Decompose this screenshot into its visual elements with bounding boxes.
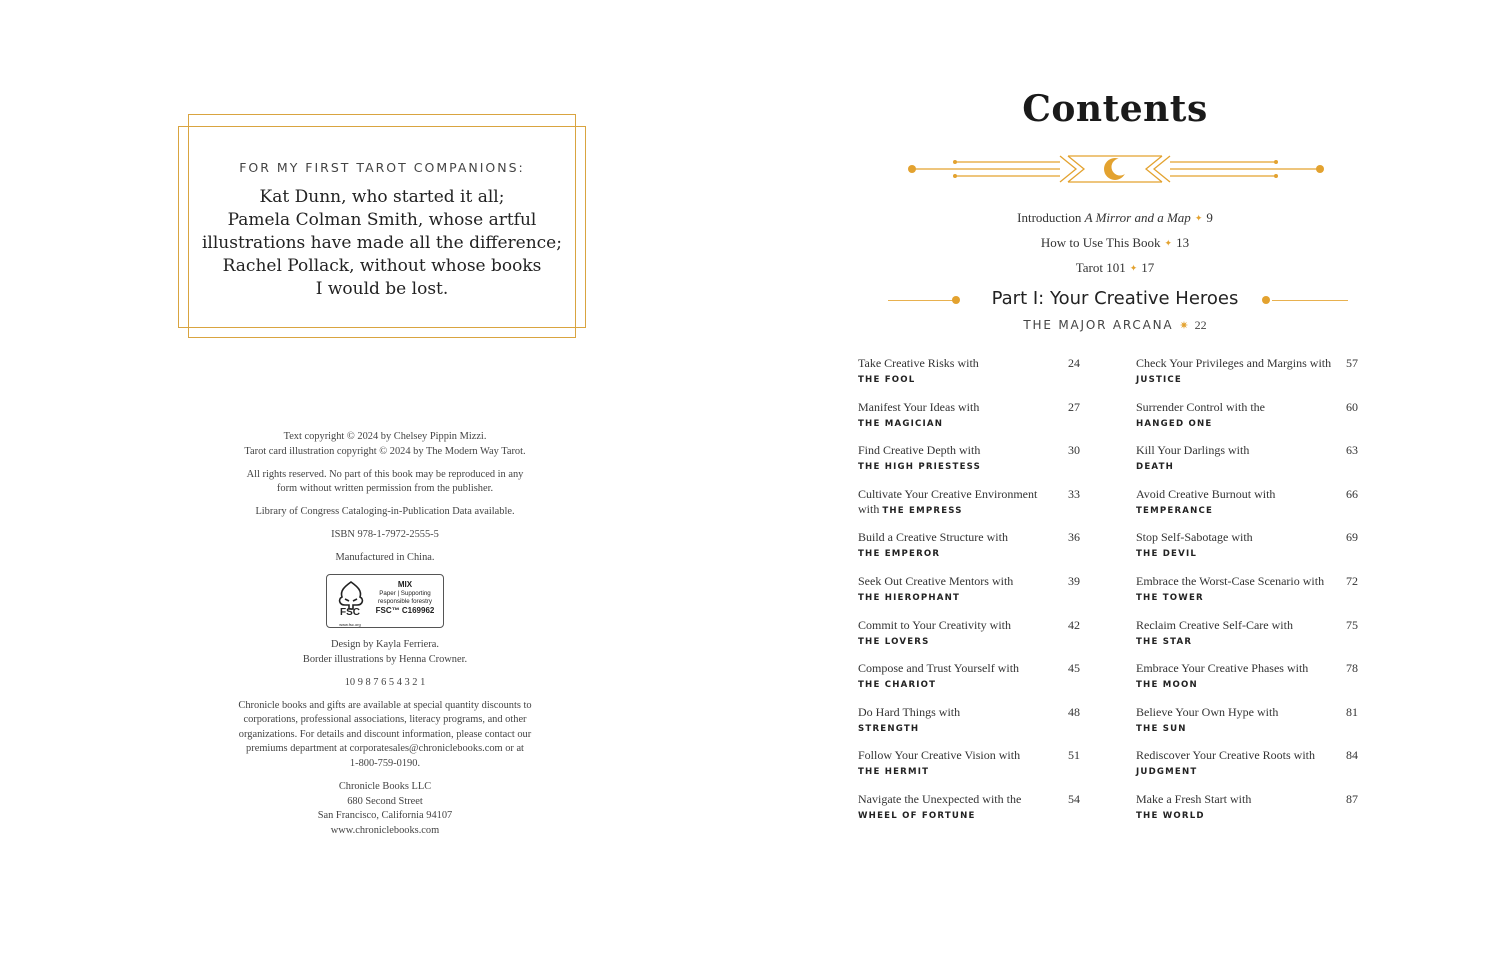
publisher-address: Chronicle Books LLC 680 Second Street San Francisco, California 94107 www.chroniclebooks.com — [317, 781, 453, 836]
toc-entry-card: THE DEVIL — [1136, 549, 1198, 560]
toc-entry[interactable] — [1136, 792, 1358, 836]
toc-entry-card: WHEEL OF FORTUNE — [858, 810, 976, 821]
toc-entry-page: 30 — [1068, 443, 1080, 458]
fsc-label: MIX Paper | Supporting responsible forestry FSC™ C169962 — [375, 580, 435, 615]
toc-entry[interactable] — [858, 574, 1080, 618]
toc-entry-title: Stop Self-Sabotage with THE DEVIL — [1136, 530, 1253, 560]
rights-text: All rights reserved. No part of this book may be reproduced in any form without written permission from the publisher. — [246, 468, 524, 495]
toc-entry-page: 78 — [1346, 661, 1358, 676]
toc-entry[interactable] — [858, 400, 1080, 444]
dedication-heading: FOR MY FIRST TAROT COMPANIONS: — [239, 160, 525, 175]
toc-entry-card: THE HIGH PRIESTESS — [858, 462, 982, 473]
intro-entry: Introduction A Mirror and a Map ✦ 9 — [1017, 210, 1213, 225]
toc-entry-title: Commit to Your Creativity with THE LOVERS — [858, 617, 1012, 647]
toc-entry[interactable] — [1136, 574, 1358, 618]
toc-entry-title: Avoid Creative Burnout with TEMPERANCE — [1136, 486, 1276, 516]
dedication-line: Rachel Pollack, without whose books — [222, 256, 542, 276]
toc-entry-card: THE MAGICIAN — [858, 418, 944, 429]
toc-entry-card: TEMPERANCE — [1136, 505, 1214, 516]
toc-entry-page: 84 — [1346, 748, 1358, 763]
toc-entry-card: THE WORLD — [1136, 810, 1205, 821]
toc-entry-title: Embrace Your Creative Phases with THE MOON — [1136, 661, 1309, 691]
fsc-logo-text: FSC — [340, 607, 360, 619]
dedication — [178, 160, 586, 301]
intro-entry: How to Use This Book ✦ 13 — [1040, 235, 1190, 250]
toc-entry-page: 39 — [1068, 573, 1080, 588]
copyright-page — [190, 430, 580, 847]
toc-entry-title: Follow Your Creative Vision with THE HERMIT — [858, 748, 1021, 778]
toc-entry-title: Make a Fresh Start with THE WORLD — [1136, 791, 1252, 821]
dedication-line: Pamela Colman Smith, whose artful — [227, 210, 537, 230]
design-credits: Design by Kayla Ferriera. Border illustrations by Henna Crowner. — [302, 639, 468, 665]
toc-entry[interactable] — [1136, 748, 1358, 792]
toc-entry[interactable] — [1136, 487, 1358, 531]
toc-entry-page: 66 — [1346, 486, 1358, 501]
printing-line: 10 9 8 7 6 5 4 3 2 1 — [344, 676, 426, 688]
toc-column-left — [858, 356, 1080, 836]
toc-entry[interactable] — [1136, 705, 1358, 749]
toc-entry-card: THE HERMIT — [858, 767, 930, 778]
moon-ornament-icon — [900, 150, 1330, 190]
copyright-text: Text copyright © 2024 by Chelsey Pippin Mizzi. Tarot card illustration copyright © 2024 by The Modern Way Tarot. — [244, 431, 526, 457]
fsc-url: www.fsc.org — [339, 622, 361, 628]
toc-entry-page: 36 — [1068, 530, 1080, 545]
isbn-text: ISBN 978-1-7972-2555-5 — [331, 529, 439, 541]
toc-entry-page: 45 — [1068, 661, 1080, 676]
part-heading — [880, 288, 1350, 314]
toc-entry-page: 60 — [1346, 399, 1358, 414]
toc-entry[interactable] — [858, 443, 1080, 487]
toc-entry-page: 72 — [1346, 573, 1358, 588]
toc-entry-page: 27 — [1068, 399, 1080, 414]
toc-entry-title: Manifest Your Ideas with THE MAGICIAN — [858, 399, 980, 429]
toc-entry-title: Take Creative Risks with THE FOOL — [858, 356, 979, 385]
toc-entry-card: THE SUN — [1136, 723, 1187, 734]
toc-entry-card: DEATH — [1136, 462, 1175, 473]
toc-entry-title: Seek Out Creative Mentors with THE HIEROPHANT — [858, 573, 1014, 603]
star-icon: ✦ — [1164, 238, 1173, 248]
toc-entry-title: Believe Your Own Hype with THE SUN — [1136, 704, 1279, 734]
toc-entry-title: Build a Creative Structure with THE EMPEROR — [858, 530, 1008, 560]
toc-entry-title: Check Your Privileges and Margins with JUSTICE — [1136, 356, 1332, 385]
manufactured-text: Manufactured in China. — [335, 552, 435, 564]
toc-entry-card: JUDGMENT — [1136, 767, 1198, 778]
toc-entry-page: 87 — [1346, 791, 1358, 806]
intro-entry: Tarot 101 ✦ 17 — [1075, 260, 1155, 275]
toc-entry-title: Cultivate Your Creative Environment with THE EMPRESS — [858, 486, 1038, 516]
toc-entry-card: THE STAR — [1136, 636, 1193, 647]
toc-entry-title: Find Creative Depth with THE HIGH PRIESTESS — [858, 443, 982, 473]
toc-entry[interactable] — [858, 530, 1080, 574]
star-icon: ✦ — [1194, 213, 1203, 223]
sparkle-icon: ✷ — [1179, 319, 1189, 332]
toc-entry-card: THE LOVERS — [858, 636, 930, 647]
sales-text: Chronicle books and gifts are available at special quantity discounts to corporations, professional associations, literacy programs, and other organizations. For details and discount information, please contact our premiums department at corporatesales@chroniclebooks.com or at 1-800-759-0190. — [238, 699, 532, 770]
toc-entry-card: THE CHARIOT — [858, 680, 937, 691]
toc-entry-page: 75 — [1346, 617, 1358, 632]
toc-entry[interactable] — [1136, 443, 1358, 487]
intro-list — [960, 206, 1270, 281]
dedication-line: I would be lost. — [315, 279, 449, 299]
toc-entry-page: 51 — [1068, 748, 1080, 763]
cip-text: Library of Congress Cataloging-in-Publication Data available. — [255, 506, 515, 518]
toc-entry[interactable] — [858, 487, 1080, 531]
toc-entry-card: THE FOOL — [858, 375, 916, 385]
dedication-line: illustrations have made all the difference; — [202, 233, 562, 253]
contents-title: Contents — [1022, 88, 1208, 130]
toc-entry-title: Rediscover Your Creative Roots with JUDGMENT — [1136, 748, 1315, 778]
toc-entry-title: Reclaim Creative Self-Care with THE STAR — [1136, 617, 1293, 647]
toc-entry-card: THE HIEROPHANT — [858, 592, 961, 603]
toc-entry-title: Do Hard Things with STRENGTH — [858, 704, 961, 734]
toc-entry[interactable] — [858, 661, 1080, 705]
toc-entry-page: 48 — [1068, 704, 1080, 719]
toc-entry[interactable] — [858, 748, 1080, 792]
toc-entry-card: THE MOON — [1136, 680, 1198, 691]
toc-entry[interactable] — [1136, 618, 1358, 662]
toc-entry-page: 69 — [1346, 530, 1358, 545]
toc-entry[interactable] — [1136, 661, 1358, 705]
fsc-logo — [326, 574, 444, 628]
toc-entry-card: THE TOWER — [1136, 592, 1204, 603]
toc-entry-page: 57 — [1346, 356, 1358, 370]
toc-entry-card: JUSTICE — [1136, 375, 1183, 385]
toc-entry[interactable] — [858, 618, 1080, 662]
toc-entry-title: Embrace the Worst-Case Scenario with THE TOWER — [1136, 573, 1325, 603]
toc-entry-title: Kill Your Darlings with DEATH — [1136, 443, 1250, 473]
toc-entry-title: Compose and Trust Yourself with THE CHARIOT — [858, 661, 1020, 691]
toc-entry[interactable] — [858, 792, 1080, 836]
toc-entry-page: 81 — [1346, 704, 1358, 719]
toc-entry-page: 24 — [1068, 356, 1080, 370]
dot-icon — [1262, 296, 1270, 304]
star-icon: ✦ — [1129, 263, 1138, 273]
toc-entry-title: Surrender Control with the HANGED ONE — [1136, 399, 1265, 429]
toc-entry[interactable] — [858, 356, 1080, 400]
toc-entry[interactable] — [1136, 530, 1358, 574]
toc-entry-page: 63 — [1346, 443, 1358, 458]
toc-column-right — [1136, 356, 1358, 836]
toc-entry-card: THE EMPEROR — [858, 549, 941, 560]
toc-entry[interactable] — [1136, 356, 1358, 400]
toc-entry-card: THE EMPRESS — [882, 505, 963, 516]
toc-entry-page: 54 — [1068, 791, 1080, 806]
toc-entry-card: HANGED ONE — [1136, 418, 1213, 429]
toc-entry-card: STRENGTH — [858, 723, 920, 734]
part-title: Part I: Your Creative Heroes — [991, 288, 1239, 309]
toc-entry[interactable] — [1136, 400, 1358, 444]
toc-entry-page: 33 — [1068, 486, 1080, 501]
part-subtitle: THE MAJOR ARCANA ✷ 22 — [1023, 318, 1207, 332]
toc-entry-page: 42 — [1068, 617, 1080, 632]
toc-entry[interactable] — [858, 705, 1080, 749]
toc-entry-title: Navigate the Unexpected with the WHEEL OF FORTUNE — [858, 791, 1022, 821]
dedication-line: Kat Dunn, who started it all; — [259, 187, 505, 207]
divider — [1272, 300, 1348, 301]
